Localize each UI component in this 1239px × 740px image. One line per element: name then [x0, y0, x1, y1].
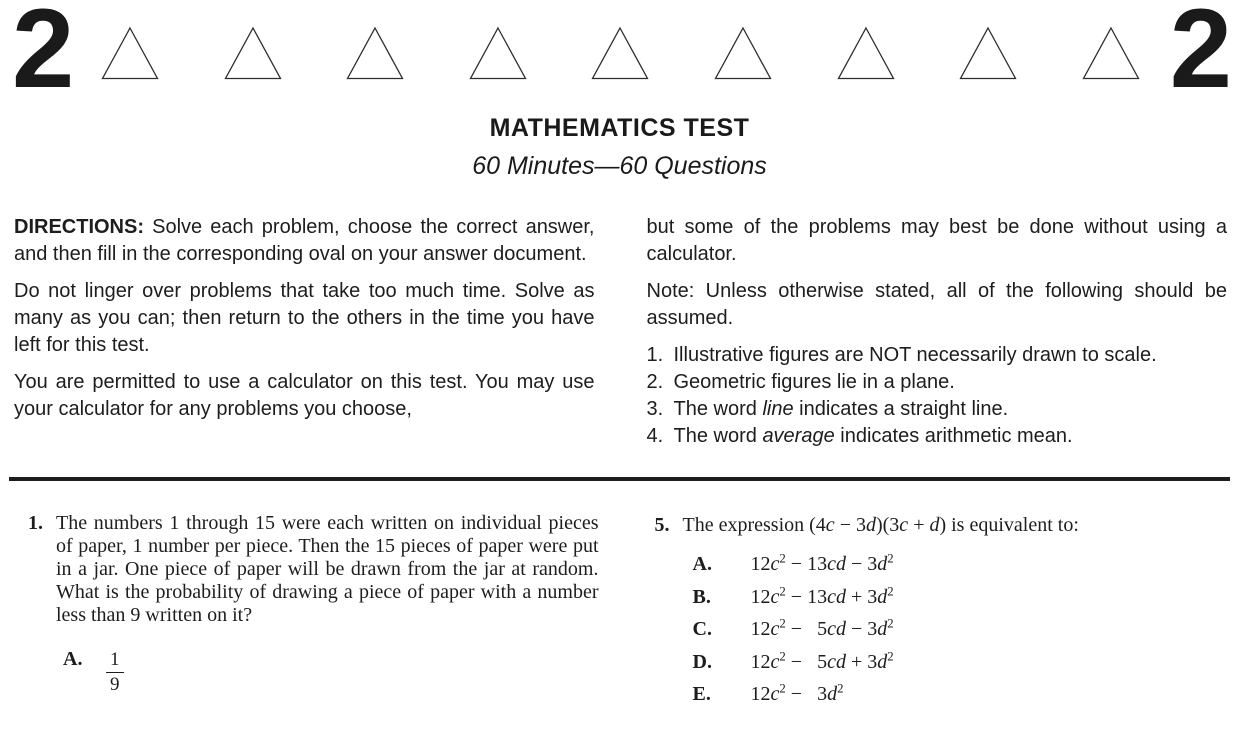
triangle-icon — [346, 26, 404, 80]
triangle-icon — [224, 26, 282, 80]
question-number: 5. — [654, 514, 670, 536]
directions-paragraph: You are permitted to use a calculator on this test. You may use your calculator for any problems you choose, — [14, 371, 595, 420]
directions-right-column — [647, 214, 1228, 450]
section-divider-rule — [9, 477, 1230, 481]
directions-paragraph: but some of the problems may best be done without using a calculator. — [646, 216, 1227, 265]
assumption-text: Illustrative figures are NOT necessarily drawn to scale. — [673, 344, 1157, 366]
question-body — [56, 512, 599, 716]
assumption-text: The word line indicates a straight line. — [673, 398, 1009, 420]
choice-label: E. — [692, 683, 711, 705]
fraction-denominator: 9 — [110, 674, 120, 695]
triangle-icon — [591, 26, 649, 80]
directions-section — [0, 214, 1239, 450]
choice-label: A. — [63, 648, 83, 670]
fraction-numerator: 1 — [106, 650, 124, 673]
assumption-item — [647, 396, 1228, 423]
question-1 — [28, 512, 599, 716]
page-header — [0, 0, 1239, 111]
answer-choice-c — [693, 618, 1226, 651]
fraction — [106, 650, 124, 695]
assumption-item — [647, 423, 1228, 450]
assumption-number: 2. — [646, 371, 664, 393]
choice-label: D. — [692, 650, 712, 673]
triangle-icon — [469, 26, 527, 80]
choice-formula: $12c^2 - 13cd + 3d^2$ — [750, 583, 894, 608]
answer-choice-a — [693, 553, 1226, 586]
directions-paragraph: Do not linger over problems that take too much time. Solve as many as you can; then return to the others in the time you have left for this test. — [14, 280, 595, 356]
choice-formula: $12c^2$ − $5cd - 3d^2$ — [750, 616, 894, 640]
assumption-number: 4. — [646, 425, 664, 447]
question-text: The expression (4c − 3d)(3c + d) is equivalent to: — [682, 514, 1079, 536]
triangle-icon — [714, 26, 772, 80]
question-body — [683, 512, 1226, 716]
assumption-number: 1. — [646, 344, 664, 366]
triangle-icon — [959, 26, 1017, 80]
question-text: The numbers 1 through 15 were each written on individual pieces of paper, 1 number per piece. Then the 15 pieces of paper were put in a jar. One piece of paper will be drawn from the jar at random. What is the probability of drawing a piece of paper with a number less than 9 written on it? — [56, 512, 599, 626]
answer-choice-d — [692, 648, 1226, 684]
directions-paragraph — [14, 214, 595, 268]
assumption-item — [647, 342, 1228, 369]
triangle-icon — [837, 26, 895, 80]
answer-choice-a — [63, 648, 599, 695]
test-title: MATHEMATICS TEST — [489, 114, 750, 142]
assumption-text: The word average indicates arithmetic mean. — [673, 425, 1073, 447]
answer-choices — [693, 553, 1226, 716]
assumption-text: Geometric figures lie in a plane. — [673, 371, 955, 393]
questions-section — [0, 512, 1239, 716]
directions-label: DIRECTIONS: — [14, 216, 144, 238]
choice-formula: $12c^2$ − $3d^2$ — [750, 681, 844, 705]
question-number: 1. — [28, 512, 43, 534]
answer-choice-b — [692, 583, 1226, 619]
triangle-icon — [101, 26, 159, 80]
section-number-left: 2 — [12, 0, 72, 111]
directions-text: Solve each problem, choose the correct answer, and then fill in the corresponding oval on your answer document. — [14, 216, 595, 265]
question-5 — [655, 512, 1226, 716]
directions-paragraph: Note: Unless otherwise stated, all of the following should be assumed. — [646, 280, 1227, 329]
answer-choices — [63, 648, 599, 695]
choice-formula: $12c^2$ − $5cd + 3d^2$ — [750, 648, 894, 673]
assumption-number: 3. — [646, 398, 664, 420]
choice-label: B. — [692, 585, 711, 608]
answer-choice-e — [693, 683, 1226, 716]
section-number-right: 2 — [1169, 0, 1229, 111]
choice-formula: $12c^2 - 13cd - 3d^2$ — [750, 551, 894, 575]
choice-label: A. — [692, 553, 712, 575]
assumption-item — [647, 369, 1228, 396]
triangle-row — [71, 26, 1169, 80]
triangle-icon — [1082, 26, 1140, 80]
test-subtitle: 60 Minutes—60 Questions — [472, 152, 767, 180]
directions-left-column — [14, 214, 595, 450]
choice-label: C. — [692, 618, 712, 640]
